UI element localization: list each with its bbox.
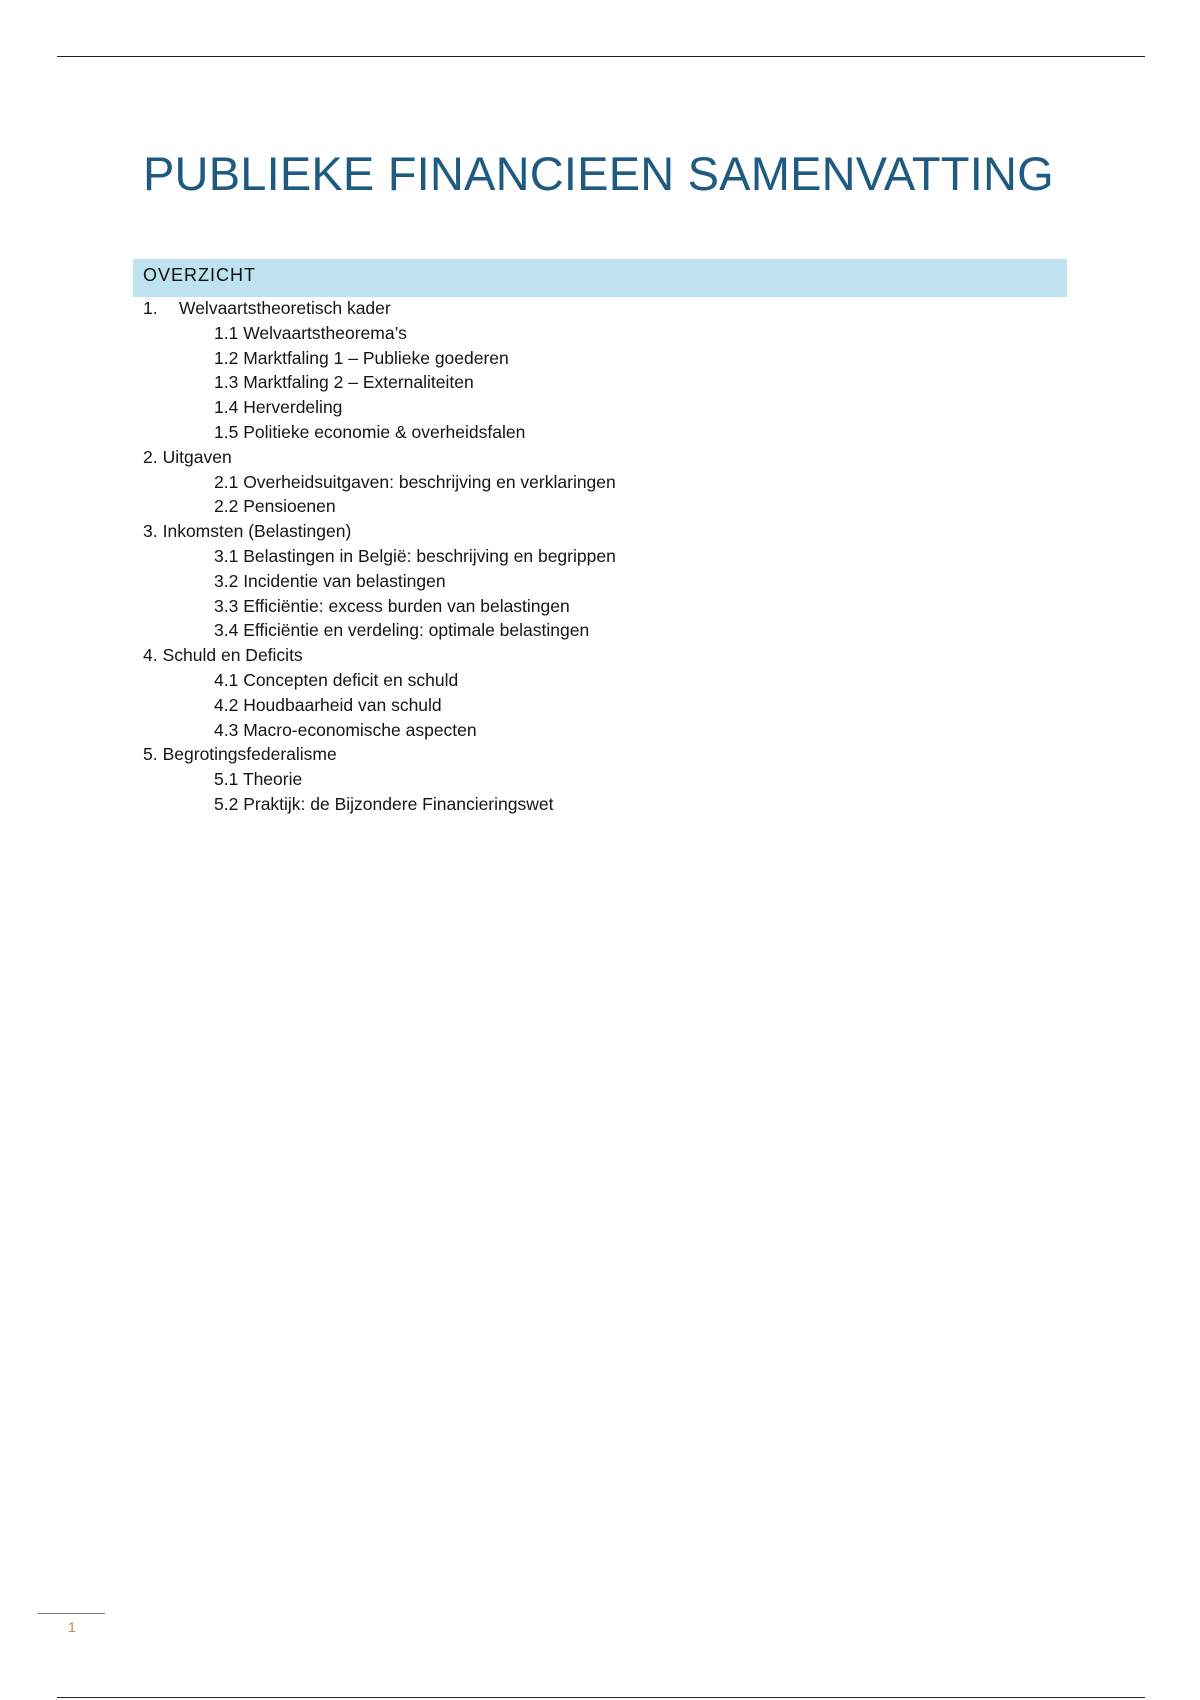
toc-item: 4.2 Houdbaarheid van schuld [214,694,442,715]
toc-chapter-number: 5. [143,744,158,765]
toc-item: 5.2 Praktijk: de Bijzondere Financieringswet [214,793,554,814]
toc-item: 1.3 Marktfaling 2 – Externaliteiten [214,372,474,393]
toc-chapter-number: 4. [143,645,158,666]
toc-chapter-number: 2. [143,446,158,467]
toc-item: 5.1 Theorie [214,769,303,790]
toc-item: 3.1 Belastingen in België: beschrijving en begrippen [214,545,616,566]
page-number: 1 [68,1619,76,1635]
toc-chapter-1 [143,296,1043,321]
toc-item: 1.1 Welvaartstheorema’s [214,322,407,343]
toc-item: 4.3 Macro-economische aspecten [214,719,477,740]
toc-item: 3.4 Efficiëntie en verdeling: optimale belastingen [214,620,590,641]
toc-chapter-label: Schuld en Deficits [162,645,303,666]
toc-chapter-label: Uitgaven [162,446,232,467]
section-header-overzicht: OVERZICHT [133,259,1067,297]
document-title: PUBLIEKE FINANCIEEN SAMENVATTING [143,147,1054,200]
toc-item: 1.2 Marktfaling 1 – Publieke goederen [214,347,509,368]
toc-item: 3.2 Incidentie van belastingen [214,570,446,591]
toc-chapter-label: Welvaartstheoretisch kader [179,298,391,318]
table-of-contents [143,296,1043,817]
toc-chapter-label: Begrotingsfederalisme [162,744,337,765]
toc-chapter-5 [143,742,1043,767]
toc-chapter-label: Inkomsten (Belastingen) [162,521,352,542]
toc-chapter-4 [143,643,1043,668]
header-rule [57,56,1145,57]
toc-chapter-2 [143,445,1043,470]
toc-item: 2.1 Overheidsuitgaven: beschrijving en verklaringen [214,471,616,492]
toc-item: 4.1 Concepten deficit en schuld [214,669,459,690]
toc-item: 1.4 Herverdeling [214,397,343,418]
toc-chapter-number: 1. [143,298,158,318]
toc-item: 3.3 Efficiëntie: excess burden van belastingen [214,595,570,616]
toc-chapter-number: 3. [143,521,158,542]
footer-rule [38,1613,105,1614]
toc-item: 1.5 Politieke economie & overheidsfalen [214,421,526,442]
footer-page-rule [57,1697,1145,1698]
toc-item: 2.2 Pensioenen [214,496,336,517]
toc-chapter-3 [143,519,1043,544]
